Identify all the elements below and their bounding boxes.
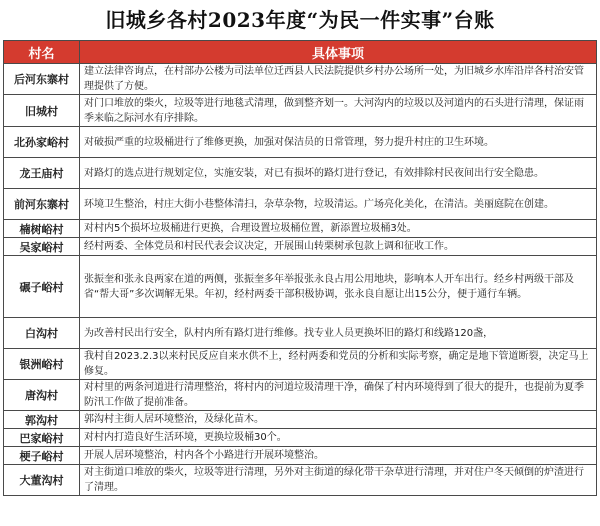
village-name: 旧城村 bbox=[4, 95, 80, 127]
matter-text: 郭沟村主街人居环境整治，及绿化苗木。 bbox=[80, 411, 597, 429]
header-matter: 具体事项 bbox=[80, 41, 597, 64]
table-row bbox=[4, 220, 597, 238]
village-name: 唐沟村 bbox=[4, 380, 80, 411]
matter-text: 对村内打造良好生活环境，更换垃圾桶30个。 bbox=[80, 429, 597, 447]
matter-text: 环境卫生整治，村庄大街小巷整体清扫，杂草杂物，垃圾清运。广场亮化美化，在清洁。美丽庭院在创建。 bbox=[80, 189, 597, 220]
village-name: 碾子峪村 bbox=[4, 256, 80, 318]
matter-text: 建立法律咨询点，在村部办公楼为司法单位迁西县人民法院提供乡村办公场所一处，为旧城乡水库沿岸各村治安管理提供了方便。 bbox=[80, 64, 597, 95]
matter-text: 对路灯的选点进行规划定位，实施安装，对已有损坏的路灯进行登记，有效排除村民夜间出行安全隐患。 bbox=[80, 158, 597, 189]
matter-text: 我村自2023.2.3以来村民反应自来水供不上，经村两委和党员的分析和实际考察，确定是地下管道断裂，决定马上修复。 bbox=[80, 349, 597, 380]
table-row bbox=[4, 95, 597, 127]
matter-text: 对门口堆放的柴火，垃圾等进行地毯式清理，做到整齐划一。大河沟内的垃圾以及河道内的石头进行清理，保证雨季来临之际河水有序排除。 bbox=[80, 95, 597, 127]
village-name: 吴家峪村 bbox=[4, 238, 80, 256]
village-name: 前河东寨村 bbox=[4, 189, 80, 220]
table-row bbox=[4, 256, 597, 318]
matter-text: 对村里的两条河道进行清理整治，将村内的河道垃圾清理干净，确保了村内环境得到了很大的提升，也提前为夏季防汛工作做了提前准备。 bbox=[80, 380, 597, 411]
village-name: 大董沟村 bbox=[4, 465, 80, 496]
table-row bbox=[4, 447, 597, 465]
matter-text: 对村内5个损坏垃圾桶进行更换，合理设置垃圾桶位置，新添置垃圾桶3处。 bbox=[80, 220, 597, 238]
table-row bbox=[4, 465, 597, 496]
table-row bbox=[4, 411, 597, 429]
header-village: 村名 bbox=[4, 41, 80, 64]
matter-text: 对破损严重的垃圾桶进行了维修更换，加强对保洁员的日常管理，努力提升村庄的卫生环境。 bbox=[80, 127, 597, 158]
table-row bbox=[4, 64, 597, 95]
table-row bbox=[4, 380, 597, 411]
table-row bbox=[4, 429, 597, 447]
matter-text: 经村两委、全体党员和村民代表会议决定，开展围山转栗树承包款上调和征收工作。 bbox=[80, 238, 597, 256]
matter-text: 开展人居环境整治，村内各个小路进行开展环境整治。 bbox=[80, 447, 597, 465]
page-title: 旧城乡各村2023年度“为民一件实事”台账 bbox=[105, 8, 495, 32]
ledger-table bbox=[3, 40, 597, 496]
village-name: 白沟村 bbox=[4, 318, 80, 349]
table-header-row bbox=[4, 41, 597, 64]
village-name: 银洲峪村 bbox=[4, 349, 80, 380]
village-name: 楠树峪村 bbox=[4, 220, 80, 238]
table-row bbox=[4, 127, 597, 158]
village-name: 巴家峪村 bbox=[4, 429, 80, 447]
table-row bbox=[4, 189, 597, 220]
village-name: 后河东寨村 bbox=[4, 64, 80, 95]
village-name: 北孙家峪村 bbox=[4, 127, 80, 158]
village-name: 龙王庙村 bbox=[4, 158, 80, 189]
table-row bbox=[4, 158, 597, 189]
village-name: 梗子峪村 bbox=[4, 447, 80, 465]
table-row bbox=[4, 238, 597, 256]
table-row bbox=[4, 318, 597, 349]
matter-text: 为改善村民出行安全，队村内所有路灯进行维修。找专业人员更换坏旧的路灯和线路120盏， bbox=[80, 318, 597, 349]
village-name: 郭沟村 bbox=[4, 411, 80, 429]
matter-text: 对主街道口堆放的柴火，垃圾等进行清理，另外对主街道的绿化带干杂草进行清理，并对住户冬天倾倒的炉渣进行了清理。 bbox=[80, 465, 597, 496]
matter-text: 张振奎和张永良两家在道的两侧，张振奎多年举报张永良占用公用地块，影响本人开车出行。经乡村两级干部及省“帮大哥”多次调解无果。年初，经村两委干部积极协调，张永良自愿让出15公分，便于通行车辆。 bbox=[80, 256, 597, 318]
table-row bbox=[4, 349, 597, 380]
